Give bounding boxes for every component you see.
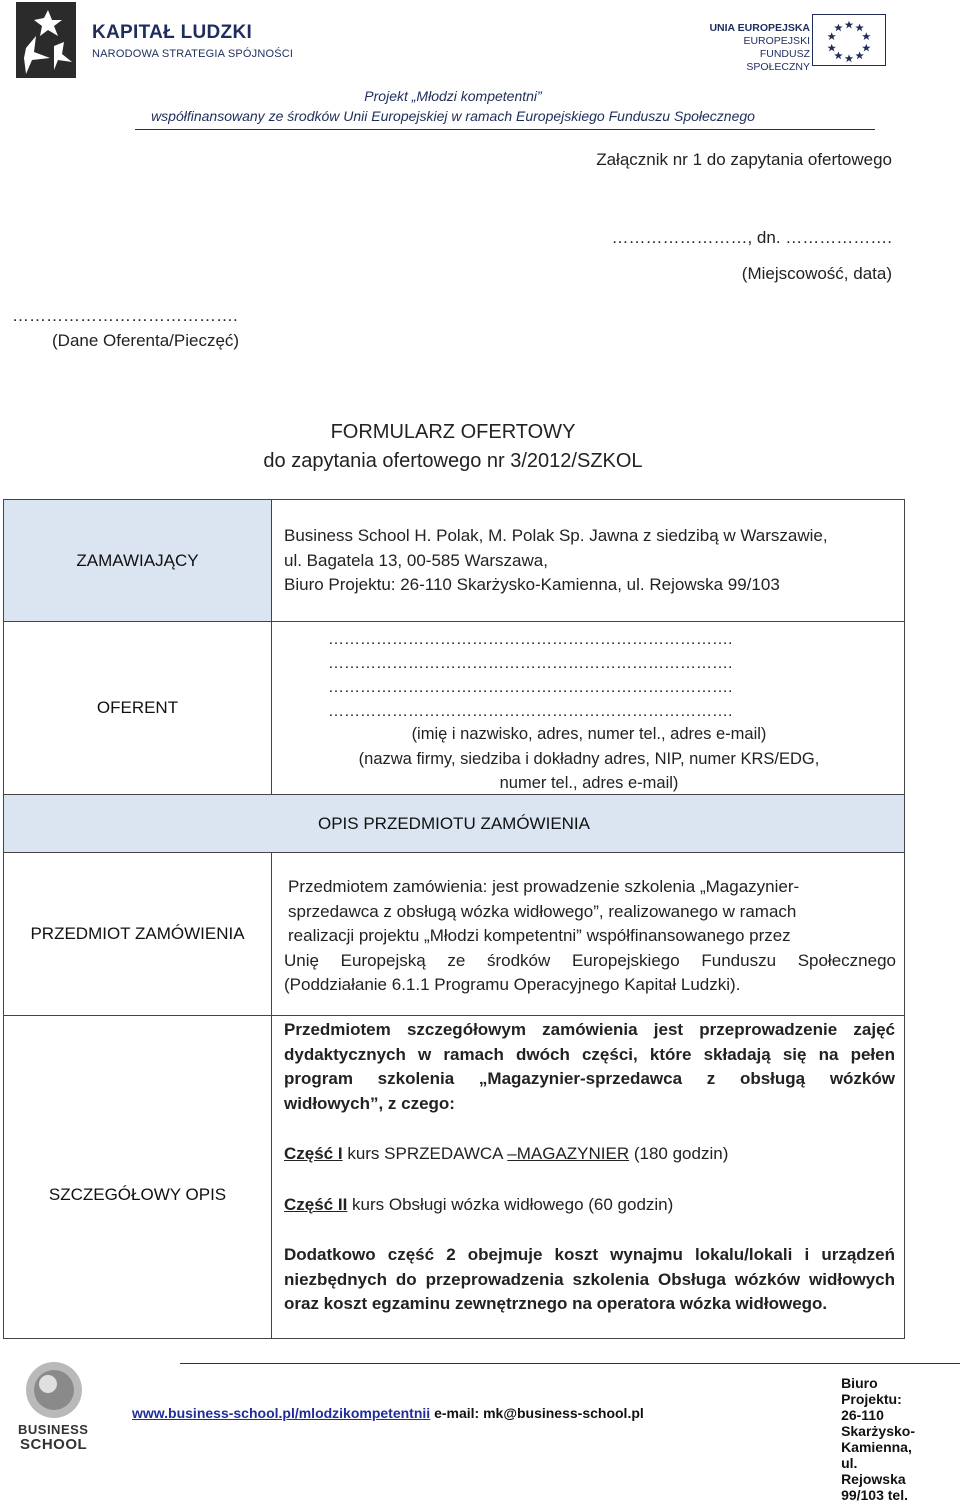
zamawiajacy-line-1: Business School H. Polak, M. Polak Sp. Jawna z siedzibą w Warszawie, — [284, 526, 828, 545]
place-date-label: (Miejscowość, data) — [741, 264, 892, 283]
szczegolowy-para-1: Przedmiotem szczegółowym zamówienia jest przeprowadzenie zajęć dydaktycznych w ramach dwóch części, które składają się na pełen program szkolenia „Magazynier-sprzedawca z obsługą wózków widłowych”, z czego: — [284, 1020, 895, 1113]
oferent-hint-2: (nazwa firmy, siedziba i dokładny adres, NIP, numer KRS/EDG, — [358, 749, 820, 768]
part-1-text: kurs SPRZEDAWCA — [342, 1144, 508, 1163]
oferent-dots-2: …………………………………………………………………. — [328, 655, 733, 672]
przedmiot-label-cell — [3, 852, 272, 1016]
kapital-ludzki-emblem-icon — [14, 2, 84, 78]
annex-label: Załącznik nr 1 do zapytania ofertowego — [596, 150, 892, 169]
offer-form-table — [3, 499, 905, 1339]
part-2-label: Część II — [284, 1194, 348, 1214]
part-2-text: kurs Obsługi wózka widłowego (60 godzin) — [347, 1194, 674, 1214]
business-school-emblem-icon — [14, 1358, 94, 1420]
offeror-label: (Dane Oferenta/Pieczęć) — [52, 331, 240, 350]
szczegolowy-part-2 — [284, 1193, 895, 1218]
part-1-tail: (180 godzin) — [629, 1144, 729, 1163]
oferent-content-cell[interactable] — [271, 621, 905, 795]
szczegolowy-label: SZCZEGÓŁOWY OPIS — [48, 1185, 227, 1204]
business-school-logo-line-2: SCHOOL — [20, 1436, 88, 1453]
business-school-logo-line-1: BUSINESS — [18, 1422, 89, 1437]
footer-contact — [132, 1405, 644, 1421]
cofinance-line: współfinansowany ze środków Unii Europejskiej w ramach Europejskiego Funduszu Społecznego — [151, 108, 755, 124]
footer-address: Biuro Projektu: 26-110 Skarżysko-Kamienna, ul. Rejowska 99/103 tel. — [841, 1375, 915, 1503]
eu-line-1: UNIA EUROPEJSKA — [709, 22, 810, 34]
eu-flag-icon — [812, 14, 886, 66]
przedmiot-line-1: Przedmiotem zamówienia: jest prowadzenie szkolenia „Magazynier- — [288, 877, 800, 896]
oferent-label-cell — [3, 621, 272, 795]
opis-header-label: OPIS PRZEDMIOTU ZAMÓWIENIA — [317, 813, 590, 833]
footer-divider — [180, 1363, 960, 1364]
header-divider — [135, 129, 875, 130]
szczegolowy-label-cell — [3, 1015, 272, 1339]
szczegolowy-para-3: Dodatkowo część 2 obejmuje koszt wynajmu lokalu/lokali i urządzeń niezbędnych do przeprowadzenia szkolenia Obsługa wózków widłowych oraz koszt egzaminu zewnętrznego na operatora wózka widłowego. — [284, 1245, 895, 1313]
kapital-ludzki-subtitle: NARODOWA STRATEGIA SPÓJNOŚCI — [92, 48, 294, 60]
business-school-logo — [14, 1358, 94, 1454]
eu-line-3: FUNDUSZ SPOŁECZNY — [746, 48, 810, 73]
kapital-ludzki-title: KAPITAŁ LUDZKI — [92, 22, 253, 43]
przedmiot-line-2: sprzedawca z obsługą wózka widłowego”, realizowanego w ramach — [288, 901, 797, 921]
zamawiajacy-line-3: Biuro Projektu: 26-110 Skarżysko-Kamienna, ul. Rejowska 99/103 — [284, 575, 780, 594]
oferent-hint-3: numer tel., adres e-mail) — [499, 774, 679, 792]
zamawiajacy-label-cell — [3, 499, 272, 622]
szczegolowy-content-cell — [271, 1015, 905, 1339]
oferent-dots-block — [328, 628, 732, 724]
oferent-label: OFERENT — [96, 698, 179, 717]
oferent-dots-3: …………………………………………………………………. — [328, 679, 733, 696]
footer-email: e-mail: mk@business-school.pl — [430, 1405, 644, 1421]
date-placeholder: ……………………, dn. ………………. — [611, 228, 892, 247]
zamawiajacy-content-cell — [271, 499, 905, 622]
opis-header-cell — [3, 794, 905, 853]
offeror-placeholder: …………………………………. — [12, 306, 238, 325]
project-line: Projekt „Młodzi kompetentni” — [364, 88, 542, 104]
kapital-ludzki-logo — [14, 2, 314, 78]
oferent-dots-4: …………………………………………………………………. — [328, 703, 733, 720]
zamawiajacy-line-2: ul. Bagatela 13, 00-585 Warszawa, — [284, 550, 548, 570]
zamawiajacy-label: ZAMAWIAJĄCY — [76, 550, 199, 570]
form-title: FORMULARZ OFERTOWY — [330, 421, 576, 443]
part-1-label: Część I — [284, 1144, 343, 1163]
form-subtitle: do zapytania ofertowego nr 3/2012/SZKOL — [263, 450, 643, 472]
eu-logo-text — [698, 22, 810, 74]
oferent-hint-1: (imię i nazwisko, adres, numer tel., adres e-mail) — [411, 725, 767, 743]
przedmiot-line-4: Unię Europejską ze środków Europejskiego Funduszu Społecznego — [284, 950, 896, 970]
footer-website-link[interactable]: www.business-school.pl/mlodzikompetentnii — [132, 1405, 431, 1421]
oferent-dots-1: …………………………………………………………………. — [328, 631, 733, 648]
eu-line-2: EUROPEJSKI — [743, 35, 810, 47]
przedmiot-line-5: (Poddziałanie 6.1.1 Programu Operacyjnego Kapitał Ludzki). — [284, 975, 741, 994]
oferent-hint-block — [272, 722, 906, 796]
przedmiot-line-3: realizacji projektu „Młodzi kompetentni” współfinansowanego przez — [288, 926, 791, 945]
przedmiot-content-cell — [271, 852, 905, 1016]
part-1-underlined: –MAGAZYNIER — [507, 1144, 630, 1163]
przedmiot-label: PRZEDMIOT ZAMÓWIENIA — [30, 924, 245, 943]
szczegolowy-part-1 — [284, 1142, 895, 1167]
